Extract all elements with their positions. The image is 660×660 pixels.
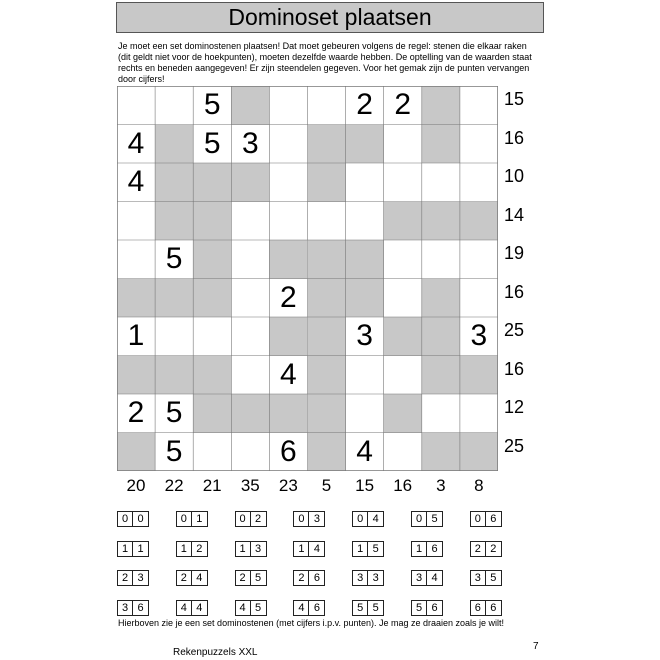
domino-half: 4 <box>309 541 325 557</box>
domino-half: 3 <box>309 511 325 527</box>
given-number: 4 <box>127 165 145 198</box>
domino-tile <box>235 511 267 527</box>
domino-tile <box>470 570 502 586</box>
row-sum: 12 <box>504 397 525 417</box>
domino-tile <box>411 511 443 527</box>
row-sum: 14 <box>504 204 525 225</box>
domino-tile <box>176 600 208 616</box>
domino-tile <box>117 600 149 616</box>
domino-half: 2 <box>293 570 309 586</box>
domino-tile <box>470 541 502 557</box>
domino-half: 1 <box>235 541 251 557</box>
given-number: 2 <box>280 280 297 314</box>
domino-half: 5 <box>251 600 267 616</box>
domino-tile <box>411 570 443 586</box>
domino-half: 2 <box>117 570 133 586</box>
domino-tile <box>117 570 149 586</box>
given-number: 5 <box>165 242 183 275</box>
row-sum: 25 <box>504 435 525 456</box>
given-number: 1 <box>127 319 145 352</box>
given-number: 3 <box>356 319 373 352</box>
domino-tile <box>352 541 384 557</box>
given-number: 6 <box>280 434 297 468</box>
domino-half: 6 <box>427 600 443 616</box>
domino-half: 6 <box>309 570 325 586</box>
domino-half: 4 <box>235 600 251 616</box>
given-number: 2 <box>394 88 412 121</box>
domino-half: 0 <box>411 511 427 527</box>
given-number: 4 <box>280 357 297 391</box>
domino-half: 4 <box>192 570 208 586</box>
domino-tile <box>293 600 325 616</box>
given-number: 5 <box>165 396 183 429</box>
page-title: Dominoset plaatsen <box>116 2 544 33</box>
column-sum: 21 <box>202 476 222 495</box>
given-number: 5 <box>203 88 221 121</box>
row-sum: 15 <box>504 89 525 109</box>
domino-tile <box>176 541 208 557</box>
column-sum: 20 <box>126 476 146 495</box>
domino-half: 5 <box>251 570 267 586</box>
domino-half: 5 <box>427 511 443 527</box>
domino-half: 2 <box>235 570 251 586</box>
domino-tile <box>293 541 325 557</box>
domino-half: 4 <box>192 600 208 616</box>
domino-half: 4 <box>176 600 192 616</box>
given-number: 3 <box>470 319 488 352</box>
domino-half: 4 <box>368 511 384 527</box>
domino-half: 0 <box>133 511 149 527</box>
domino-half: 0 <box>235 511 251 527</box>
domino-tile <box>235 600 267 616</box>
domino-half: 0 <box>352 511 368 527</box>
domino-half: 6 <box>486 511 502 527</box>
domino-half: 5 <box>368 600 384 616</box>
domino-half: 5 <box>411 600 427 616</box>
domino-half: 2 <box>192 541 208 557</box>
domino-half: 6 <box>133 600 149 616</box>
puzzle-grid <box>117 86 498 471</box>
domino-half: 2 <box>486 541 502 557</box>
domino-tile <box>176 511 208 527</box>
domino-tile <box>352 570 384 586</box>
domino-tile <box>470 600 502 616</box>
domino-tile <box>293 511 325 527</box>
domino-half: 6 <box>427 541 443 557</box>
domino-half: 0 <box>470 511 486 527</box>
column-sum: 35 <box>240 476 260 495</box>
domino-tile <box>117 541 149 557</box>
given-number: 5 <box>165 434 183 468</box>
domino-tile <box>411 600 443 616</box>
given-number: 4 <box>127 126 145 160</box>
domino-half: 3 <box>352 570 368 586</box>
domino-half: 3 <box>368 570 384 586</box>
domino-half: 6 <box>309 600 325 616</box>
domino-tile <box>352 600 384 616</box>
domino-half: 0 <box>293 511 309 527</box>
domino-half: 1 <box>133 541 149 557</box>
page-number: 7 <box>533 641 539 652</box>
column-sum: 16 <box>393 476 413 495</box>
footnote-text: Hierboven zie je een set dominostenen (met cijfers i.p.v. punten). Je mag ze draaien zoals je wilt! <box>118 618 505 628</box>
domino-tile <box>176 570 208 586</box>
column-sum: 5 <box>321 476 332 495</box>
domino-half: 5 <box>368 541 384 557</box>
domino-half: 2 <box>251 511 267 527</box>
domino-half: 2 <box>470 541 486 557</box>
domino-tile <box>352 511 384 527</box>
domino-half: 1 <box>192 511 208 527</box>
column-sum: 23 <box>278 476 298 495</box>
row-sum: 16 <box>504 127 525 148</box>
domino-tile <box>235 570 267 586</box>
domino-half: 1 <box>117 541 133 557</box>
domino-half: 3 <box>470 570 486 586</box>
domino-half: 3 <box>117 600 133 616</box>
domino-tile <box>411 541 443 557</box>
domino-half: 6 <box>470 600 486 616</box>
domino-half: 1 <box>411 541 427 557</box>
given-number: 2 <box>127 396 145 429</box>
column-sum: 8 <box>474 476 484 495</box>
row-sum: 10 <box>504 166 525 186</box>
instructions-text: Je moet een set dominostenen plaatsen! Dat moet gebeuren volgens de regel: stenen die elkaar raken (dit geldt niet voor de hoekpunten), moeten dezelfde waarde hebben. De optelling van de waarden staat rechts en beneden aangegeven! Er zijn steendelen gegeven. Voor het gemak zijn de punten vervangen door cijfers! <box>118 41 532 84</box>
given-number: 4 <box>356 434 373 468</box>
domino-tile <box>470 511 502 527</box>
domino-half: 1 <box>176 541 192 557</box>
given-number: 5 <box>203 126 221 160</box>
domino-half: 5 <box>352 600 368 616</box>
domino-half: 0 <box>117 511 133 527</box>
row-sum: 19 <box>504 243 525 263</box>
domino-tile <box>293 570 325 586</box>
column-sum: 22 <box>164 476 184 495</box>
domino-tile <box>235 541 267 557</box>
given-number: 2 <box>356 88 373 121</box>
row-sum: 16 <box>504 281 525 302</box>
domino-half: 4 <box>293 600 309 616</box>
domino-half: 5 <box>486 570 502 586</box>
domino-half: 1 <box>352 541 368 557</box>
domino-half: 2 <box>176 570 192 586</box>
domino-tile <box>117 511 149 527</box>
column-sum: 15 <box>355 476 375 495</box>
domino-half: 0 <box>176 511 192 527</box>
given-number: 3 <box>241 126 259 160</box>
domino-half: 4 <box>427 570 443 586</box>
row-sum: 25 <box>504 320 525 340</box>
book-title: Rekenpuzzels XXL <box>173 647 258 658</box>
row-sum: 16 <box>504 358 525 379</box>
domino-half: 3 <box>411 570 427 586</box>
domino-half: 1 <box>293 541 309 557</box>
column-sum: 3 <box>436 476 446 495</box>
domino-half: 3 <box>133 570 149 586</box>
domino-half: 3 <box>251 541 267 557</box>
domino-half: 6 <box>486 600 502 616</box>
